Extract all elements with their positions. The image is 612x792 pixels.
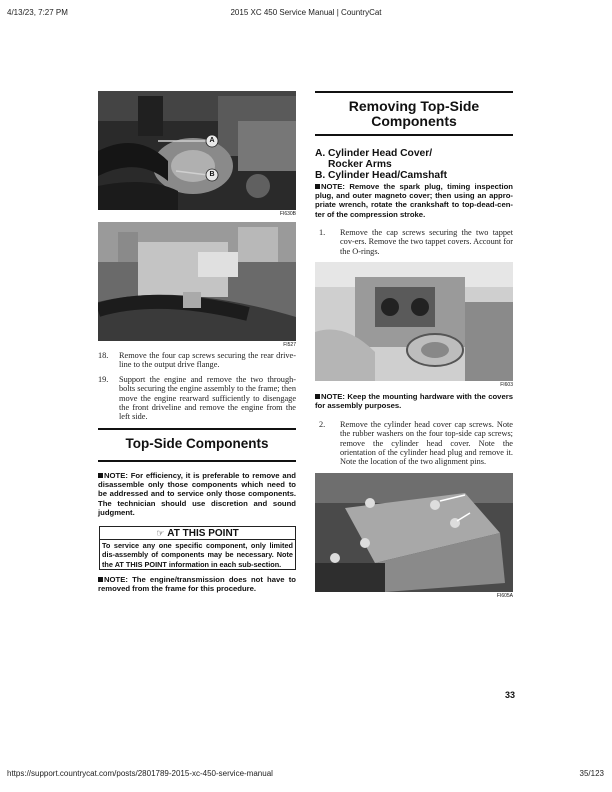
note-bullet-icon	[315, 184, 320, 189]
step-number: 18.	[98, 351, 109, 360]
at-this-point-box	[99, 526, 296, 570]
section-title-line: Components	[371, 113, 457, 129]
figure-cylinder-head-cover	[315, 473, 513, 592]
section-title: Top-Side Components	[125, 436, 269, 451]
note-mounting-hardware	[315, 392, 513, 410]
engine-photo-2	[98, 222, 296, 341]
print-page-title: 2015 XC 450 Service Manual | CountryCat	[230, 8, 382, 17]
note-bullet-icon	[98, 577, 103, 582]
figure-engine-callouts	[98, 91, 296, 210]
section-rule	[315, 91, 513, 93]
section-title-line: Removing Top-Side	[348, 98, 480, 114]
figure-id: FI605A	[496, 593, 513, 599]
note-text: Remove the spark plug, timing inspection plug, and outer magneto cover; then using an appro-priate wrench, rotate the crankshaft to top-dead-cen-ter of the compression stroke.	[315, 182, 514, 219]
note-efficiency	[98, 471, 296, 517]
step-number: 1.	[319, 228, 326, 237]
figure-engine-hoses	[98, 222, 296, 341]
heading-text: Cylinder Head Cover/	[328, 148, 433, 159]
note-label: NOTE:	[321, 392, 345, 401]
callout-a: A	[209, 137, 215, 144]
heading-text: Cylinder Head/Camshaft	[328, 170, 448, 182]
note-text: The engine/transmission does not have to removed from the frame for this procedure.	[98, 575, 297, 594]
print-page-counter: 35/123	[579, 769, 604, 778]
at-this-point-text: To service any one specific component, only limited dis-assembly of components may be necessary. Note the AT THIS POINT information in each sub-section.	[102, 541, 293, 569]
pointing-hand-icon: ☞	[156, 528, 165, 538]
step-text: Remove the four cap screws securing the rear drive-line to the output drive flange.	[119, 351, 296, 370]
note-spark-plug	[315, 182, 513, 219]
heading-key: B.	[315, 170, 326, 182]
step-text: Support the engine and remove the two through-bolts securing the engine assembly to the frame; then move the engine rearward sufficiently to disengage the front driveline and remove the engine from the left side.	[119, 375, 296, 422]
figure-tappet-covers	[315, 262, 513, 381]
step-1	[319, 228, 513, 258]
figure-id: FI603	[500, 382, 513, 388]
step-number: 2.	[319, 420, 326, 429]
note-label: NOTE:	[104, 471, 128, 480]
note-label: NOTE:	[104, 575, 128, 584]
at-this-point-title: AT THIS POINT	[167, 528, 239, 539]
note-text: Keep the mounting hardware with the covers for assembly purposes.	[315, 392, 514, 411]
note-engine-frame	[98, 575, 296, 593]
at-this-point-header	[100, 527, 295, 540]
engine-photo-3	[315, 262, 513, 381]
heading-item	[315, 159, 513, 170]
heading-item	[315, 170, 513, 181]
engine-photo-1	[98, 91, 296, 210]
section-rule	[98, 460, 296, 462]
subsection-headings	[315, 148, 513, 182]
step-text: Remove the cylinder head cover cap screws. Note the rubber washers on the four top-side cap screws; remove the cylinder head cover. Note the orientation of the cylinder head plug and remove it. Note the location of the two alignment pins.	[340, 420, 513, 467]
heading-key: A.	[315, 148, 326, 159]
note-bullet-icon	[315, 394, 320, 399]
section-rule	[98, 428, 296, 430]
step-number: 19.	[98, 375, 109, 384]
figure-id: FI527	[283, 342, 296, 348]
heading-text: Rocker Arms	[328, 159, 392, 171]
note-label: NOTE:	[321, 182, 345, 191]
section-rule	[315, 134, 513, 136]
step-19	[98, 375, 296, 422]
manual-page-number: 33	[505, 690, 516, 700]
note-text: For efficiency, it is preferable to remove and disassemble only those components which need to be addressed and to service only those components. The technician should use discretion and sound judgment.	[98, 471, 296, 517]
step-text: Remove the cap screws securing the two tappet cov-ers. Remove the two tappet covers. Account for the O-rings.	[340, 228, 513, 256]
print-datetime: 4/13/23, 7:27 PM	[7, 8, 68, 17]
callout-b: B	[209, 171, 215, 178]
step-2	[319, 420, 513, 468]
print-url: https://support.countrycat.com/posts/2801789-2015-xc-450-service-manual	[7, 769, 273, 778]
figure-id: FI630B	[279, 211, 296, 217]
heading-item	[315, 148, 513, 159]
note-bullet-icon	[98, 473, 103, 478]
engine-photo-4	[315, 473, 513, 592]
step-18	[98, 351, 296, 371]
section-title-removing	[315, 99, 513, 129]
